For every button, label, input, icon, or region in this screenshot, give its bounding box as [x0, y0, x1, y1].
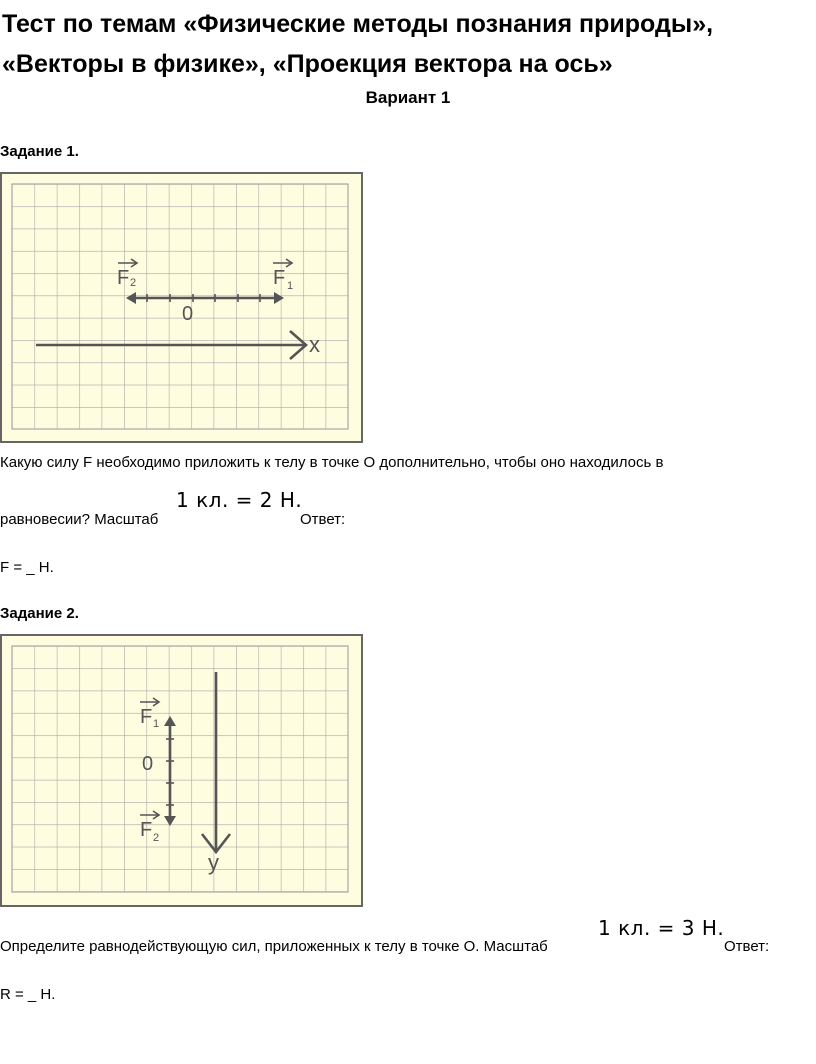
- task2-heading: Задание 2.: [0, 605, 79, 622]
- variant-heading: Вариант 1: [365, 88, 451, 107]
- svg-text:1: 1: [153, 718, 160, 730]
- svg-text:1: 1: [287, 280, 294, 292]
- task1-figure: [0, 172, 364, 444]
- task1-question-line2: равновесии? Масштаб: [0, 511, 159, 528]
- origin-label: 0: [182, 303, 194, 325]
- svg-text:2: 2: [153, 832, 160, 844]
- task1-answer-label: Ответ:: [300, 511, 346, 528]
- x-axis-label: x: [309, 332, 320, 357]
- task1-answer-line: F = _ Н.: [0, 559, 54, 576]
- svg-text:F: F: [273, 267, 286, 289]
- task1-scale: 1 кл. = 2 Н.: [176, 488, 303, 512]
- origin-label: 0: [142, 753, 154, 775]
- page-title: Тест по темам «Физические методы познания природы», «Векторы в физике», «Проекция вектора на ось»: [2, 10, 714, 78]
- task2-answer-label: Ответ:: [724, 938, 770, 955]
- task2-scale: 1 кл. = 3 Н.: [598, 916, 725, 940]
- svg-text:F: F: [140, 706, 153, 728]
- task1-question-line1: Какую силу F необходимо приложить к телу в точке О дополнительно, чтобы оно находилось в: [0, 454, 664, 471]
- svg-text:F: F: [117, 267, 130, 289]
- svg-text:F: F: [140, 819, 153, 841]
- task2-question: Определите равнодействующую сил, приложенных к телу в точке О. Масштаб: [0, 938, 548, 955]
- task2-answer-line: R = _ Н.: [0, 986, 56, 1003]
- task1-heading: Задание 1.: [0, 143, 79, 160]
- y-axis-label: y: [208, 850, 219, 875]
- svg-text:2: 2: [130, 277, 137, 289]
- task2-figure: [0, 634, 364, 908]
